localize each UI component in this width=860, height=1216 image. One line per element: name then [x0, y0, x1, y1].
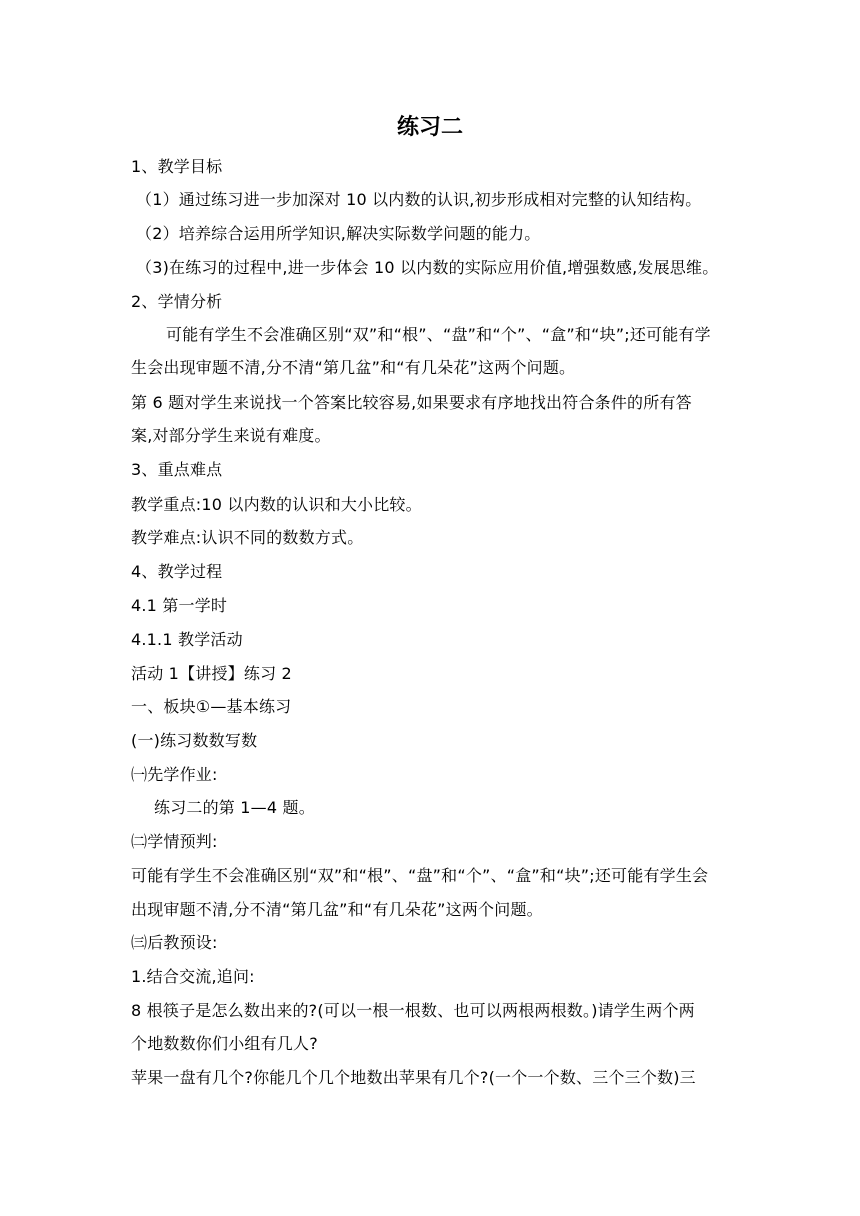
section-first-lesson: 4.1 第一学时: [131, 596, 228, 615]
apple-question-line: 苹果一盘有几个?你能几个几个地数出苹果有几个?(一个一个数、三个三个数)三: [131, 1068, 696, 1087]
chopsticks-question-line-1: 8 根筷子是怎么数出来的?(可以一根一根数、也可以两根两根数。)请学生两个两: [131, 1001, 695, 1020]
goal-2: （2）培养综合运用所学知识,解决实际数学问题的能力。: [136, 224, 541, 243]
key-point: 教学重点:10 以内数的认识和大小比较。: [131, 495, 422, 514]
analysis-paragraph-2-line-2: 案,对部分学生来说有难度。: [131, 426, 331, 445]
subsection-teaching-activity: 4.1.1 教学活动: [131, 630, 243, 649]
heading-learning-analysis: 2、学情分析: [131, 292, 223, 311]
prediction-paragraph-line-1: 可能有学生不会准确区别“双”和“根”、“盘”和“个”、“盒”和“块”;还可能有学生会: [131, 866, 709, 885]
document-title: 练习二: [396, 115, 463, 140]
heading-teaching-process: 4、教学过程: [131, 562, 223, 581]
heading-teaching-goals: 1、教学目标: [131, 157, 223, 176]
chopsticks-question-line-2: 个地数数你们小组有几人?: [131, 1034, 318, 1053]
follow-up-question-label: 1.结合交流,追问:: [131, 967, 255, 986]
analysis-paragraph-line-2: 生会出现审题不清,分不清“第几盆”和“有几朵花”这两个问题。: [131, 358, 576, 377]
learning-prediction-label: ㈡学情预判:: [131, 832, 218, 851]
heading-key-points: 3、重点难点: [131, 460, 223, 479]
activity-1: 活动 1【讲授】练习 2: [131, 664, 292, 683]
pre-study-homework-label: ㈠先学作业:: [131, 765, 218, 784]
difficulty-point: 教学难点:认识不同的数数方式。: [131, 528, 364, 547]
block-1-basic-practice: 一、板块①—基本练习: [131, 697, 292, 716]
prediction-paragraph-line-2: 出现审题不清,分不清“第几盆”和“有几朵花”这两个问题。: [131, 900, 543, 919]
practice-counting-writing: (一)练习数数写数: [131, 731, 258, 750]
analysis-paragraph-line-1: 可能有学生不会准确区别“双”和“根”、“盘”和“个”、“盒”和“块”;还可能有学: [166, 325, 711, 344]
post-teaching-label: ㈢后教预设:: [131, 933, 218, 952]
goal-3: （3)在练习的过程中,进一步体会 10 以内数的实际应用价值,增强数感,发展思维。: [136, 258, 719, 277]
analysis-paragraph-2-line-1: 第 6 题对学生来说找一个答案比较容易,如果要求有序地找出符合条件的所有答: [131, 393, 692, 412]
pre-study-homework-content: 练习二的第 1—4 题。: [154, 798, 315, 817]
goal-1: （1）通过练习进一步加深对 10 以内数的认识,初步形成相对完整的认知结构。: [136, 190, 702, 209]
